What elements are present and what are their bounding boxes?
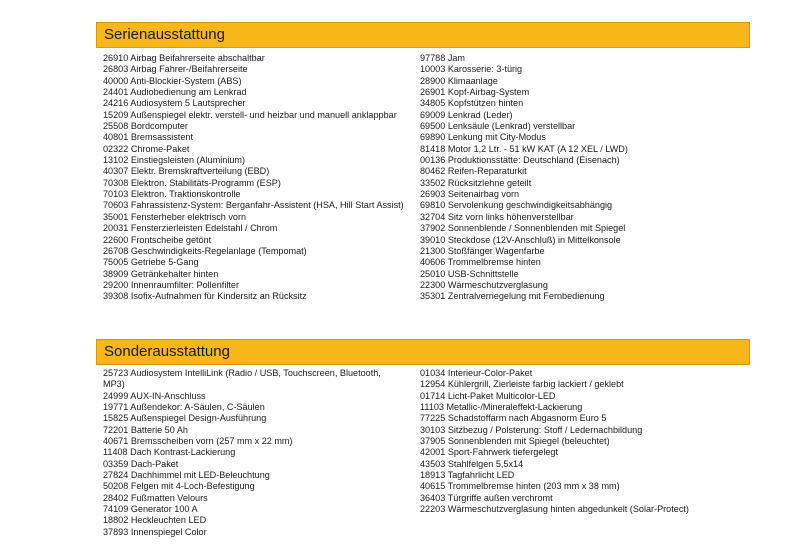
section-header-sonderausstattung	[96, 339, 750, 365]
equipment-item: 50208 Felgen mit 4-Loch-Befestigung	[103, 481, 255, 492]
equipment-item: 69009 Lenkrad (Leder)	[420, 109, 513, 120]
equipment-item: 35301 Zentralverriegelung mit Fernbedienung	[420, 291, 605, 302]
equipment-item: 37893 Innenspiegel Color	[103, 526, 207, 537]
equipment-item: 32704 Sitz vorn links höhenverstellbar	[420, 211, 574, 222]
equipment-item: 37905 Sonnenblenden mit Spiegel (beleuchtet)	[420, 436, 610, 447]
equipment-item: 25508 Bordcomputer	[103, 121, 188, 132]
equipment-item: 97788 Jam	[420, 53, 465, 63]
equipment-item: 21300 Stoßfänger Wagenfarbe	[420, 245, 545, 256]
sonderausstattung-list-left	[103, 368, 393, 538]
section-header-serienausstattung	[96, 22, 750, 48]
equipment-item: 39010 Steckdose (12V-Anschluß) in Mittelkonsole	[420, 234, 621, 245]
equipment-item: 22203 Wärmeschutzverglasung hinten abgedunkelt (Solar-Protect)	[420, 504, 689, 515]
equipment-item: 39308 Isofix-Aufnahmen für Kindersitz an Rücksitz	[103, 291, 307, 302]
equipment-item: 74109 Generator 100 A	[103, 504, 198, 515]
equipment-item: 20031 Fensterzierleisten Edelstahl / Chrom	[103, 223, 278, 234]
equipment-item: 11408 Dach Kontrast-Lackierung	[103, 447, 236, 458]
equipment-item: 69890 Lenkung mit City-Modus	[420, 132, 546, 143]
equipment-item: 03359 Dach-Paket	[103, 458, 179, 469]
equipment-item: 81418 Motor 1,2 Ltr. - 51 kW KAT (A 12 XEL / LWD)	[420, 143, 628, 154]
equipment-item: 24999 AUX-IN-Anschluss	[103, 390, 206, 401]
equipment-item: 24216 Audiosystem 5 Lautsprecher	[103, 98, 246, 109]
equipment-item: 01034 Interieur-Color-Paket	[420, 368, 533, 378]
sonderausstattung-list-right	[420, 368, 745, 515]
equipment-item: 33502 Rücksitzlehne geteilt	[420, 177, 532, 188]
serienausstattung-list-left	[103, 53, 418, 303]
equipment-item: 69500 Lenksäule (Lenkrad) verstellbar	[420, 121, 576, 132]
equipment-item: 26708 Geschwindigkeits-Regelanlage (Tempomat)	[103, 245, 307, 256]
equipment-item: 27824 Dachhimmel mit LED-Beleuchtung	[103, 470, 270, 481]
equipment-item: 18913 Tagfahrlicht LED	[420, 470, 515, 481]
equipment-item: 72201 Batterie 50 Ah	[103, 424, 188, 435]
equipment-item: 40615 Trommelbremse hinten (203 mm x 38 mm)	[420, 481, 620, 492]
equipment-item: 10003 Karosserie: 3-türig	[420, 64, 523, 75]
equipment-item: 22600 Frontscheibe getönt	[103, 234, 212, 245]
equipment-item: 30103 Sitzbezug / Polsterung: Stoff / Ledernachbildung	[420, 424, 643, 435]
section-title: Sonderausstattung	[104, 343, 230, 360]
equipment-item: 75005 Getriebe 5-Gang	[103, 257, 199, 268]
equipment-item: 40606 Trommelbremse hinten	[420, 257, 541, 268]
equipment-item: 29200 Innenraumfilter: Pollenfilter	[103, 279, 239, 290]
equipment-item: 24401 Audiobedienung am Lenkrad	[103, 87, 247, 98]
equipment-item: 28402 Fußmatten Velours	[103, 492, 208, 503]
equipment-item: 13102 Einstiegsleisten (Aluminium)	[103, 155, 246, 166]
equipment-item: 25010 USB-Schnittstelle	[420, 268, 519, 279]
equipment-item: 77225 Schadstoffarm nach Abgasnorm Euro 5	[420, 413, 607, 424]
equipment-item: 70603 Fahrassistenz-System: Berganfahr-Assistent (HSA, Hill Start Assist)	[103, 200, 404, 211]
equipment-item: 00136 Produktionsstätte: Deutschland (Eisenach)	[420, 155, 620, 166]
equipment-item: 22300 Wärmeschutzverglasung	[420, 279, 548, 290]
equipment-item: 12954 Kühlergrill, Zierleiste farbig lackiert / geklebt	[420, 379, 624, 390]
equipment-item: 40307 Elektr. Bremskraftverteilung (EBD)	[103, 166, 270, 177]
equipment-item: 70308 Elektron. Stabilitäts-Programm (ESP)	[103, 177, 281, 188]
equipment-item: 35001 Fensterheber elektrisch vorn	[103, 211, 247, 222]
equipment-item: 26903 Seitenairbag vorn	[420, 189, 520, 200]
equipment-item: 19771 Außendekor: A-Säulen, C-Säulen	[103, 402, 265, 413]
equipment-item: 34805 Kopfstützen hinten	[420, 98, 524, 109]
equipment-item: 42001 Sport-Fahrwerk tiefergelegt	[420, 447, 558, 458]
equipment-item: 40671 Bremsscheiben vorn (257 mm x 22 mm)	[103, 436, 293, 447]
section-title: Serienausstattung	[104, 26, 225, 43]
equipment-item: 28900 Klimaanlage	[420, 75, 498, 86]
equipment-item: 15209 Außenspiegel elektr. verstell- und heizbar und manuell anklappbar	[103, 109, 397, 120]
equipment-item: 69810 Servolenkung geschwindigkeitsabhängig	[420, 200, 613, 211]
equipment-item: 80462 Reifen-Reparaturkit	[420, 166, 527, 177]
equipment-item: 01714 Licht-Paket Multicolor-LED	[420, 390, 556, 401]
equipment-item: 37902 Sonnenblende / Sonnenblenden mit Spiegel	[420, 223, 626, 234]
equipment-item: 11103 Metallic-/Mineraleffekt-Lackierung	[420, 402, 583, 413]
equipment-item: 38909 Getränkehalter hinten	[103, 268, 219, 279]
equipment-item: 40801 Bremsassistent	[103, 132, 193, 143]
equipment-item: 36403 Türgriffe außen verchromt	[420, 492, 553, 503]
equipment-item: 40000 Anti-Blockier-System (ABS)	[103, 75, 242, 86]
equipment-item: 70103 Elektron. Traktionskontrolle	[103, 189, 241, 200]
serienausstattung-list-right	[420, 53, 745, 303]
equipment-item: 25723 Audiosystem IntelliLink (Radio / USB, Touchscreen, Bluetooth, MP3)	[103, 368, 381, 390]
equipment-item: 43503 Stahlfelgen 5,5x14	[420, 458, 524, 469]
equipment-item: 26901 Kopf-Airbag-System	[420, 87, 530, 98]
equipment-item: 26803 Airbag Fahrer-/Beifahrerseite	[103, 64, 248, 75]
equipment-item: 15825 Außenspiegel Design-Ausführung	[103, 413, 267, 424]
equipment-item: 18802 Heckleuchten LED	[103, 515, 207, 526]
equipment-item: 26910 Airbag Beifahrerseite abschaltbar	[103, 53, 265, 63]
equipment-item: 02322 Chrome-Paket	[103, 143, 190, 154]
